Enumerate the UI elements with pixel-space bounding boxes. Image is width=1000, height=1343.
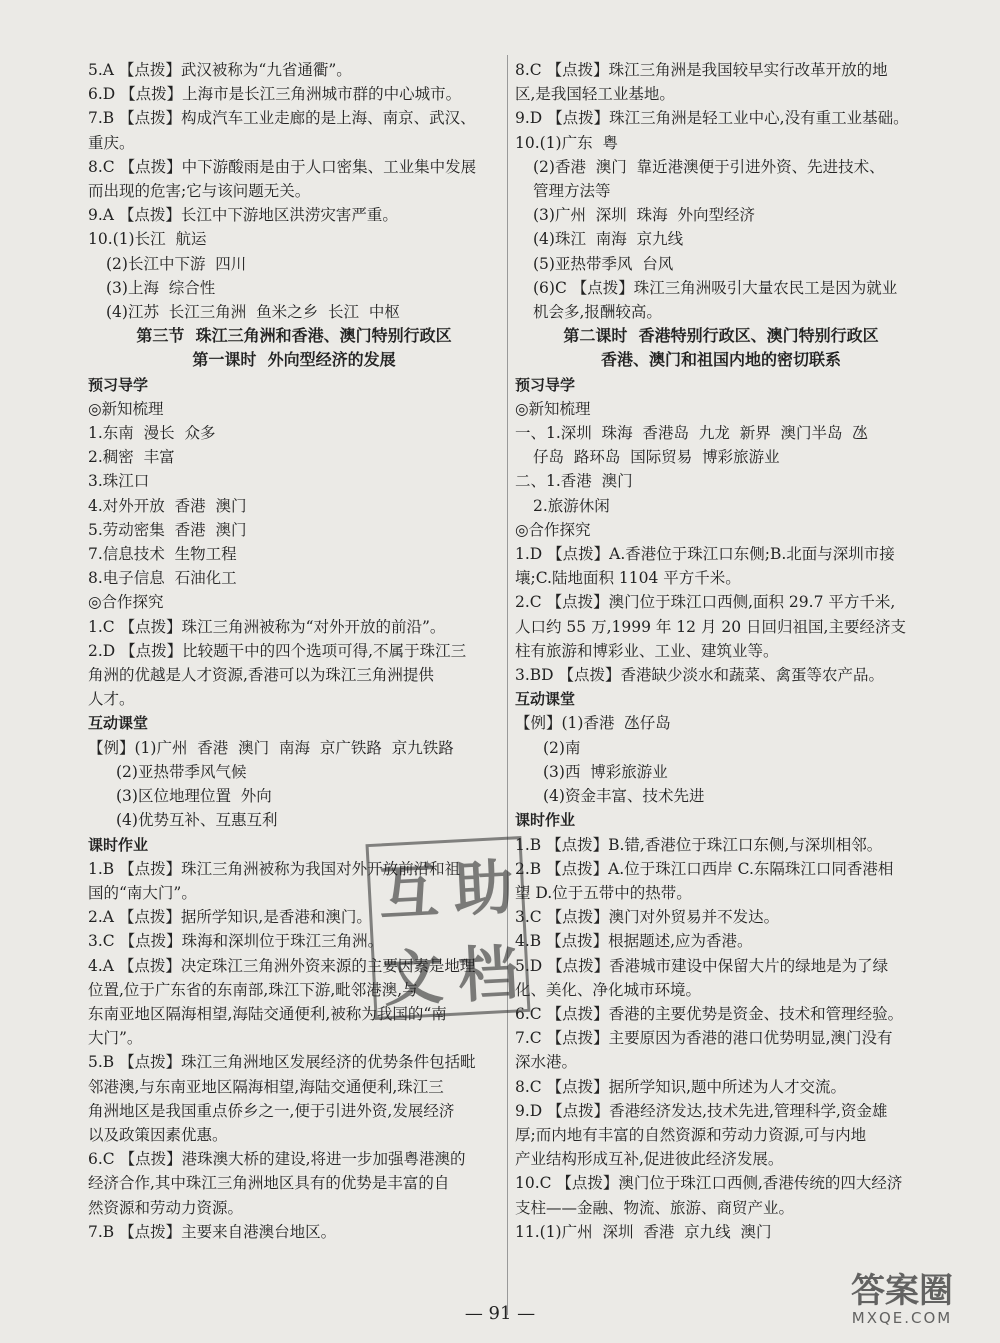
text-line: 化、美化、净化城市环境。 [515, 980, 702, 999]
text-line: 角洲地区是我国重点侨乡之一,便于引进外资,发展经济 [88, 1101, 455, 1120]
logo-url: MXQE.COM [851, 1309, 953, 1327]
text-line: 2.D 【点拨】比较题干中的四个选项可得,不属于珠江三 [88, 641, 467, 660]
text-line: 区,是我国轻工业基地。 [515, 85, 675, 104]
text-line: 10.(1)长江 航运 [88, 230, 207, 249]
text-line: 5.B 【点拨】珠江三角洲地区发展经济的优势条件包括毗 [88, 1053, 476, 1072]
text-line: (3)区位地理位置 外向 [116, 787, 272, 806]
text-line: 7.信息技术 生物工程 [88, 545, 237, 564]
text-line: 9.D 【点拨】香港经济发达,技术先进,管理科学,资金雄 [515, 1101, 888, 1120]
text-line: 厚;而内地有丰富的自然资源和劳动力资源,可与内地 [515, 1125, 867, 1144]
text-line: 预习导学 [88, 375, 149, 394]
text-line: 3.珠江口 [88, 472, 150, 491]
text-line: ◎合作探究 [515, 520, 591, 539]
stamp-char: 档 [456, 938, 520, 1012]
text-line: ◎新知梳理 [515, 399, 591, 418]
text-line: 8.电子信息 石油化工 [88, 569, 237, 588]
text-line: 2.旅游休闲 [533, 496, 610, 515]
text-line: ◎合作探究 [88, 593, 164, 612]
text-line: 1.B 【点拨】珠江三角洲被称为我国对外开放前沿和祖 [88, 859, 461, 878]
text-line: 第二课时 香港特别行政区、澳门特别行政区 [563, 326, 879, 346]
text-line: (2)香港 澳门 靠近港澳便于引进外资、先进技术、 [533, 157, 885, 176]
text-line: 邻港澳,与东南亚地区隔海相望,海陆交通便利,珠江三 [88, 1077, 444, 1096]
text-line: 重庆。 [88, 133, 135, 152]
text-line: 6.C 【点拨】港珠澳大桥的建设,将进一步加强粤港澳的 [88, 1150, 466, 1169]
text-line: 人口约 55 万,1999 年 12 月 20 日回归祖国,主要经济支 [515, 617, 906, 636]
text-line: 10.(1)广东 粤 [515, 133, 618, 152]
text-line: 而出现的危害;它与该问题无关。 [88, 182, 311, 201]
text-line: (4)优势互补、互惠互利 [116, 811, 278, 830]
text-line: 角洲的优越是人才资源,香港可以为珠江三角洲提供 [88, 666, 434, 685]
text-line: 11.(1)广州 深圳 香港 京九线 澳门 [515, 1222, 772, 1241]
right-column [515, 58, 927, 1244]
text-line: 管理方法等 [533, 182, 611, 201]
text-line: 7.B 【点拨】构成汽车工业走廊的是上海、南京、武汉、 [88, 109, 476, 128]
text-line: 课时作业 [88, 835, 149, 854]
text-line: 3.C 【点拨】澳门对外贸易并不发达。 [515, 908, 780, 927]
text-line: 3.C 【点拨】珠海和深圳位于珠江三角洲。 [88, 932, 384, 951]
text-line: (5)亚热带季风 台风 [533, 254, 674, 273]
text-line: 8.C 【点拨】珠江三角洲是我国较早实行改革开放的地 [515, 61, 888, 79]
text-line: 产业结构形成互补,促进彼此经济发展。 [515, 1150, 784, 1169]
text-line: 经济合作,其中珠江三角洲地区具有的优势是丰富的自 [88, 1174, 450, 1193]
text-line: 人才。 [88, 690, 135, 709]
text-line: (3)广州 深圳 珠海 外向型经济 [533, 206, 756, 225]
text-line: 壤;C.陆地面积 1104 平方千米。 [515, 569, 741, 588]
text-line: 一、1.深圳 珠海 香港岛 九龙 新界 澳门半岛 氹 [515, 424, 868, 443]
text-line: (6)C 【点拨】珠江三角洲吸引大量农民工是因为就业 [533, 278, 898, 297]
text-line: 机会多,报酬较高。 [533, 303, 662, 322]
text-line: 第三节 珠江三角洲和香港、澳门特别行政区 [136, 326, 452, 346]
text-line: 预习导学 [515, 375, 576, 394]
text-line: 互动课堂 [88, 714, 149, 733]
text-line: 3.BD 【点拨】香港缺少淡水和蔬菜、禽蛋等农产品。 [515, 666, 885, 685]
text-line: 7.B 【点拨】主要来自港澳台地区。 [88, 1222, 337, 1241]
left-column [88, 58, 500, 1244]
text-line: 深水港。 [515, 1053, 578, 1072]
text-line: 7.C 【点拨】主要原因为香港的港口优势明显,澳门没有 [515, 1029, 893, 1048]
text-line: 4.B 【点拨】根据题述,应为香港。 [515, 932, 753, 951]
text-line: 9.A 【点拨】长江中下游地区洪涝灾害严重。 [88, 206, 398, 225]
text-line: (3)上海 综合性 [106, 278, 216, 297]
text-line: 互动课堂 [515, 690, 576, 709]
text-line: 2.B 【点拨】A.位于珠江口西岸 C.东隔珠江口同香港相 [515, 859, 894, 878]
text-line: 5.劳动密集 香港 澳门 [88, 520, 247, 539]
text-line: 第一课时 外向型经济的发展 [192, 350, 396, 370]
text-line: 1.C 【点拨】珠江三角洲被称为“对外开放的前沿”。 [88, 617, 446, 636]
text-line: 6.C 【点拨】香港的主要优势是资金、技术和管理经验。 [515, 1004, 904, 1023]
text-line: 8.C 【点拨】据所学知识,题中所述为人才交流。 [515, 1077, 847, 1096]
text-line: (2)南 [543, 738, 581, 757]
text-line: (4)资金丰富、技术先进 [543, 787, 705, 806]
text-line: 位置,位于广东省的东南部,珠江下游,毗邻港澳,与 [88, 980, 418, 999]
text-line: 2.A 【点拨】据所学知识,是香港和澳门。 [88, 908, 372, 927]
text-line: (4)江苏 长江三角洲 鱼米之乡 长江 中枢 [106, 303, 400, 322]
text-line: 大门”。 [88, 1029, 143, 1048]
text-line: ◎新知梳理 [88, 399, 164, 418]
text-line: 1.东南 漫长 众多 [88, 424, 216, 443]
text-line: 仔岛 路环岛 国际贸易 博彩旅游业 [533, 448, 780, 467]
text-line: 支柱——金融、物流、旅游、商贸产业。 [515, 1198, 795, 1217]
stamp-char: 助 [451, 852, 516, 926]
text-line: 然资源和劳动力资源。 [88, 1198, 244, 1217]
column-divider [507, 55, 508, 1315]
text-line: 1.B 【点拨】B.错,香港位于珠江口东侧,与深圳相邻。 [515, 835, 883, 854]
page-number: — 91 — [464, 1303, 536, 1324]
text-line: 2.C 【点拨】澳门位于珠江口西侧,面积 29.7 平方千米, [515, 593, 896, 612]
text-line: 2.稠密 丰富 [88, 448, 175, 467]
text-line: (2)亚热带季风气候 [116, 762, 247, 781]
stamp-char: 互 [376, 856, 441, 930]
text-line: 5.A 【点拨】武汉被称为“九省通衢”。 [88, 61, 352, 79]
text-line: (3)西 博彩旅游业 [543, 762, 668, 781]
text-line: 柱有旅游和博彩业、工业、建筑业等。 [515, 641, 779, 660]
text-line: 【例】(1)广州 香港 澳门 南海 京广铁路 京九铁路 [88, 738, 454, 757]
site-logo [822, 1273, 982, 1333]
text-line: 8.C 【点拨】中下游酸雨是由于人口密集、工业集中发展 [88, 157, 477, 176]
text-line: 二、1.香港 澳门 [515, 472, 633, 491]
text-line: 【例】(1)香港 氹仔岛 [515, 714, 671, 733]
text-line: 5.D 【点拨】香港城市建设中保留大片的绿地是为了绿 [515, 956, 889, 975]
text-line: 9.D 【点拨】珠江三角洲是轻工业中心,没有重工业基础。 [515, 109, 909, 128]
text-line: 东南亚地区隔海相望,海陆交通便利,被称为我国的“南 [88, 1004, 447, 1023]
text-line: 4.A 【点拨】决定珠江三角洲外资来源的主要因素是地理 [88, 956, 476, 975]
text-line: 望 D.位于五带中的热带。 [515, 883, 692, 902]
stamp-char: 文 [381, 942, 445, 1016]
text-line: (4)珠江 南海 京九线 [533, 230, 684, 249]
text-line: 以及政策因素优惠。 [88, 1125, 228, 1144]
text-line: 10.C 【点拨】澳门位于珠江口西侧,香港传统的四大经济 [515, 1174, 903, 1193]
text-line: 6.D 【点拨】上海市是长江三角洲城市群的中心城市。 [88, 85, 462, 104]
watermark-stamp [366, 836, 531, 1020]
text-line: 香港、澳门和祖国内地的密切联系 [600, 350, 841, 370]
text-line: 4.对外开放 香港 澳门 [88, 496, 247, 515]
text-line: 1.D 【点拨】A.香港位于珠江口东侧;B.北面与深圳市接 [515, 545, 895, 564]
logo-title: 答案圈 [851, 1271, 953, 1311]
text-line: 国的“南大门”。 [88, 883, 197, 902]
text-line: (2)长江中下游 四川 [106, 254, 247, 273]
text-line: 课时作业 [515, 811, 576, 830]
